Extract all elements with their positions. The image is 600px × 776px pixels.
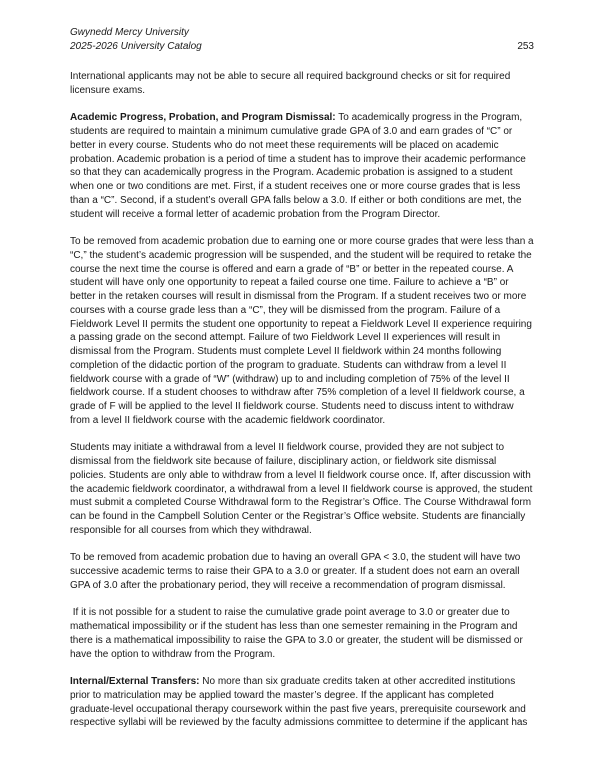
header-left	[70, 26, 202, 54]
catalog-title: 2025-2026 University Catalog	[70, 41, 202, 52]
paragraph-mathematical-impossibility	[70, 606, 534, 661]
page-number: 253	[517, 41, 534, 52]
document-body	[70, 70, 537, 730]
university-name: Gwynedd Mercy University	[70, 27, 189, 38]
page-header	[70, 26, 534, 54]
paragraph-lead: Internal/External Transfers:	[70, 676, 200, 687]
paragraph-text: If it is not possible for a student to raise the cumulative grade point average to 3.0 or greater due to mathematical impossibility or if the student has less than one semester remaining in the Program and there is a mathematical impossibility to raise the GPA to 3.0 or greater, the student will be dismissed or have the option to withdraw from the Program.	[70, 607, 526, 660]
paragraph-fieldwork-withdrawal	[70, 441, 534, 537]
paragraph-text: International applicants may not be able to secure all required background checks or sit for required licensure exams.	[70, 71, 514, 96]
paragraph-text: To be removed from academic probation due to having an overall GPA < 3.0, the student will have two successive academic terms to raise their GPA to a 3.0 or greater. If a student does not earn an overall GPA of 3.0 after the probationary period, they will receive a recommendation of program dismissal.	[70, 552, 524, 591]
paragraph-transfers	[70, 675, 534, 730]
paragraph-text: Students may initiate a withdrawal from a level II fieldwork course, provided they are not subject to dismissal from the fieldwork site because of failure, disciplinary action, or fieldwork site dismissal policies. Students are only able to withdraw from a level II fieldwork course once. If, after discussion with the academic fieldwork coordinator, a withdrawal from a level II fieldwork course is approved, the student must submit a completed Course Withdrawal form to the Registrar’s Office. The Course Withdrawal form can be found in the Campbell Solution Center or the Registrar’s Office website. Students are financially responsible for all courses from which they withdrawal.	[70, 442, 536, 536]
paragraph-probation-removal-gpa	[70, 551, 534, 592]
paragraph-academic-progress	[70, 111, 534, 221]
paragraph-lead: Academic Progress, Probation, and Program Dismissal:	[70, 112, 336, 124]
paragraph-text: To academically progress in the Program, students are required to maintain a minimum cumulative grade GPA of 3.0 and earn grades of “C” or better in every course. Students who do not meet these requirements will be placed on academic probation. Academic probation is a period of time a student has to improve their academic performance so that they can academically progress in the Program. Academic probation is assigned to a student when one or two conditions are met. First, if a student receives one or more course grades that is less than a “C”. Second, if a student’s overall GPA falls below a 3.0. If either or both conditions are met, the student will receive a formal letter of academic probation from the Program Director.	[70, 112, 529, 220]
paragraph-probation-removal-grades	[70, 235, 537, 428]
paragraph-text: No more than six graduate credits taken at other accredited institutions prior to matriculation may be applied toward the master’s degree. If the applicant has completed graduate-level occupational therapy coursework within the past five years, prerequisite coursework and respective syllabi will be reviewed by the faculty admissions committee to determine if the applicant has	[70, 676, 529, 729]
paragraph-text: To be removed from academic probation due to earning one or more course grades that were less than a “C,” the student’s academic progression will be suspended, and the student will be required to retake the course the next time the course is offered and earn a grade of “B” or better in the repeated course. A student will have only one opportunity to repeat a failed course one time. Failure to achieve a “B” or better in the retaken courses will result in dismissal from the Program. If a student receives two or more courses with a course grade less than a “C”, they will be dismissed from the program. Failure of a Fieldwork Level II permits the student one opportunity to repeat a Fieldwork Level II experience requiring a passing grade on the second attempt. Failure of two Fieldwork Level II experiences will result in dismissal from the Program. Students must complete Level II fieldwork within 24 months following completion of the didactic portion of the program to graduate. Students can withdraw from a level II fieldwork course with a grade of “W” (withdraw) up to and including completion of 75% of the level II fieldwork course. If a student chooses to withdraw after 75% completion of a level II fieldwork course, a grade of F will be applied to the level II fieldwork course. Students need to discuss intent to withdraw from a level II fieldwork course with the academic fieldwork coordinator.	[70, 236, 537, 426]
paragraph-international-applicants	[70, 70, 534, 98]
